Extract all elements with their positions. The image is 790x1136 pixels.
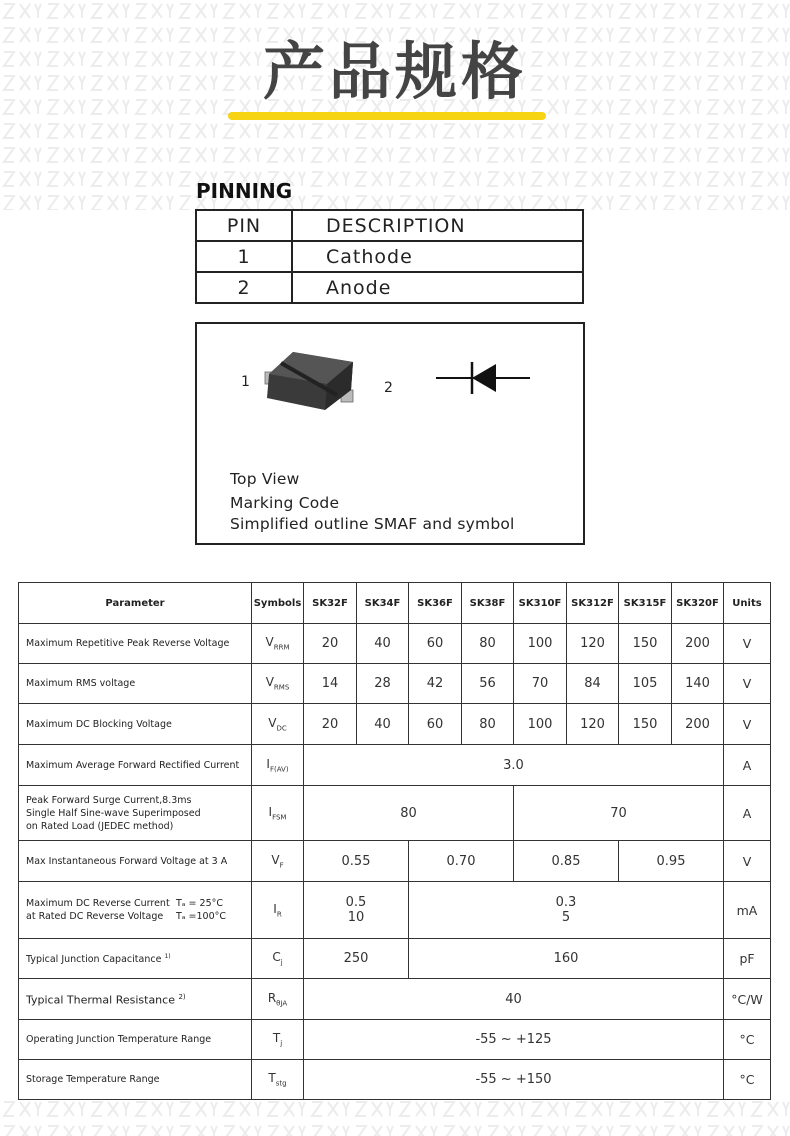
- symbol-cell: [252, 1060, 304, 1100]
- value-cell: 40: [357, 624, 409, 664]
- value-cell: 160: [409, 939, 724, 979]
- pin-number: 2: [196, 272, 292, 303]
- symbol-main: T: [272, 1031, 281, 1046]
- param-label: [19, 882, 252, 939]
- symbol-sub: F: [279, 861, 284, 870]
- param-text: at Rated DC Reverse Voltage: [26, 911, 164, 922]
- param-condition: Tₐ =100°C: [176, 911, 227, 922]
- pinning-row: [196, 272, 583, 303]
- model-header: SK34F: [357, 583, 409, 624]
- param-text: Maximum DC Reverse Current: [26, 898, 170, 909]
- symbol-main: R: [267, 990, 277, 1005]
- symbol-sub: FSM: [272, 813, 287, 822]
- symbol-sub: RRM: [273, 643, 290, 652]
- value-cell: 120: [567, 704, 619, 745]
- param-label: Maximum DC Blocking Voltage: [19, 704, 252, 745]
- description-header: DESCRIPTION: [292, 210, 583, 241]
- value-cell: 60: [409, 624, 462, 664]
- spec-row-vrms: [19, 664, 771, 704]
- spec-row-vrrm: [19, 624, 771, 664]
- footnote-marker: 1): [164, 953, 171, 961]
- model-header: SK310F: [514, 583, 567, 624]
- symbol-cell: [252, 745, 304, 786]
- units-header: Units: [724, 583, 771, 624]
- spec-header-row: [19, 583, 771, 624]
- pinning-row: [196, 241, 583, 272]
- unit-cell: V: [724, 664, 771, 704]
- value-cell: 105: [619, 664, 672, 704]
- param-label: Operating Junction Temperature Range: [19, 1020, 252, 1060]
- unit-cell: °C/W: [724, 979, 771, 1020]
- param-label-line: on Rated Load (JEDEC method): [26, 820, 174, 832]
- model-header: SK38F: [462, 583, 514, 624]
- value-line: 10: [347, 910, 365, 925]
- pinning-header-row: [196, 210, 583, 241]
- symbol-sub: j: [280, 958, 283, 967]
- value-cell: -55 ~ +125: [304, 1020, 724, 1060]
- pin-header: PIN: [196, 210, 292, 241]
- symbol-main: V: [265, 675, 274, 690]
- unit-cell: mA: [724, 882, 771, 939]
- pinning-heading: PINNING: [196, 179, 293, 203]
- value-cell: 250: [304, 939, 409, 979]
- value-cell: 70: [514, 786, 724, 841]
- model-header: SK315F: [619, 583, 672, 624]
- spec-row-ir: [19, 882, 771, 939]
- value-line: 5: [561, 910, 571, 925]
- symbol-main: I: [273, 901, 277, 916]
- value-cell: 100: [514, 704, 567, 745]
- param-label-line: Peak Forward Surge Current,8.3ms: [26, 794, 192, 806]
- footnote-marker: 2): [178, 993, 186, 1002]
- diode-symbol-icon: [434, 358, 534, 398]
- param-label: Maximum Average Forward Rectified Current: [19, 745, 252, 786]
- value-cell: 60: [409, 704, 462, 745]
- value-cell: 200: [672, 624, 724, 664]
- unit-cell: V: [724, 704, 771, 745]
- pinning-table: [195, 209, 584, 304]
- spec-row-rth: [19, 979, 771, 1020]
- symbol-cell: [252, 624, 304, 664]
- spec-row-ifav: [19, 745, 771, 786]
- symbol-cell: [252, 704, 304, 745]
- top-view-text: Top View: [230, 470, 300, 488]
- spec-table: [18, 582, 771, 1100]
- model-header: SK312F: [567, 583, 619, 624]
- spec-row-tstg: [19, 1060, 771, 1100]
- value-cell: 150: [619, 704, 672, 745]
- pin2-label: 2: [384, 380, 393, 396]
- outline-caption: Simplified outline SMAF and symbol: [230, 515, 515, 533]
- symbol-main: I: [266, 756, 270, 771]
- value-cell: 20: [304, 624, 357, 664]
- unit-cell: V: [724, 841, 771, 882]
- unit-cell: A: [724, 786, 771, 841]
- symbol-main: I: [268, 804, 273, 819]
- param-text: Typical Junction Capacitance: [26, 954, 162, 966]
- symbol-cell: [252, 1020, 304, 1060]
- parameter-header: Parameter: [19, 583, 252, 624]
- param-label: Maximum RMS voltage: [19, 664, 252, 704]
- symbol-cell: [252, 939, 304, 979]
- symbol-sub: F(AV): [269, 765, 289, 774]
- model-header: SK32F: [304, 583, 357, 624]
- smaf-package-icon: [261, 348, 361, 416]
- param-label: Maximum Repetitive Peak Reverse Voltage: [19, 624, 252, 664]
- param-label: [19, 786, 252, 841]
- param-label: Max Instantaneous Forward Voltage at 3 A: [19, 841, 252, 882]
- param-condition: Tₐ = 25°C: [176, 898, 223, 909]
- value-cell: 0.55: [304, 841, 409, 882]
- unit-cell: °C: [724, 1020, 771, 1060]
- value-cell: 84: [567, 664, 619, 704]
- param-text: Typical Thermal Resistance: [26, 993, 175, 1007]
- pin1-label: 1: [241, 374, 250, 390]
- value-cell: 70: [514, 664, 567, 704]
- param-label-line: Single Half Sine-wave Superimposed: [26, 807, 201, 819]
- value-cell: 40: [357, 704, 409, 745]
- param-label-line: [26, 910, 251, 923]
- value-cell: 80: [462, 624, 514, 664]
- value-cell: 14: [304, 664, 357, 704]
- value-line: 0.5: [345, 895, 367, 910]
- symbol-main: V: [265, 635, 274, 650]
- spec-row-tj: [19, 1020, 771, 1060]
- symbol-sub: DC: [276, 724, 287, 733]
- value-cell: [304, 882, 409, 939]
- unit-cell: °C: [724, 1060, 771, 1100]
- value-cell: 120: [567, 624, 619, 664]
- symbol-cell: [252, 882, 304, 939]
- symbol-cell: [252, 841, 304, 882]
- value-cell: 20: [304, 704, 357, 745]
- value-cell: 80: [462, 704, 514, 745]
- value-cell: 42: [409, 664, 462, 704]
- param-label: Storage Temperature Range: [19, 1060, 252, 1100]
- pin-description: Cathode: [292, 241, 583, 272]
- param-label: [19, 979, 252, 1020]
- value-cell: 0.70: [409, 841, 514, 882]
- value-cell: 40: [304, 979, 724, 1020]
- value-cell: 3.0: [304, 745, 724, 786]
- value-cell: 200: [672, 704, 724, 745]
- unit-cell: pF: [724, 939, 771, 979]
- symbol-sub: R: [276, 910, 282, 919]
- value-cell: 150: [619, 624, 672, 664]
- value-cell: 100: [514, 624, 567, 664]
- symbol-sub: j: [280, 1039, 283, 1048]
- spec-row-cj: [19, 939, 771, 979]
- package-diagram: [195, 322, 585, 545]
- symbol-main: V: [271, 852, 280, 867]
- symbol-sub: RMS: [273, 683, 290, 692]
- model-header: SK320F: [672, 583, 724, 624]
- symbol-cell: [252, 979, 304, 1020]
- symbol-main: T: [268, 1071, 276, 1086]
- symbol-sub: stg: [275, 1079, 287, 1088]
- value-cell: 56: [462, 664, 514, 704]
- symbol-cell: [252, 786, 304, 841]
- value-cell: -55 ~ +150: [304, 1060, 724, 1100]
- unit-cell: A: [724, 745, 771, 786]
- symbol-sub: θJA: [276, 999, 288, 1008]
- symbol-main: C: [272, 950, 281, 965]
- spec-row-ifsm: [19, 786, 771, 841]
- spec-row-vf: [19, 841, 771, 882]
- unit-cell: V: [724, 624, 771, 664]
- page-title: 产品规格: [262, 35, 527, 108]
- model-header: SK36F: [409, 583, 462, 624]
- value-cell: [409, 882, 724, 939]
- watermark-pattern-bottom: [0, 1098, 790, 1136]
- value-cell: 0.95: [619, 841, 724, 882]
- param-label-line: [26, 897, 251, 910]
- spec-row-vdc: [19, 704, 771, 745]
- pin-number: 1: [196, 241, 292, 272]
- title-underline: [228, 112, 546, 120]
- value-cell: 28: [357, 664, 409, 704]
- marking-code-text: Marking Code: [230, 494, 340, 512]
- symbol-cell: [252, 664, 304, 704]
- value-cell: 0.85: [514, 841, 619, 882]
- value-line: 0.3: [555, 895, 577, 910]
- param-label: [19, 939, 252, 979]
- value-cell: 80: [304, 786, 514, 841]
- symbols-header: Symbols: [252, 583, 304, 624]
- value-cell: 140: [672, 664, 724, 704]
- symbol-main: V: [268, 715, 277, 730]
- pin-description: Anode: [292, 272, 583, 303]
